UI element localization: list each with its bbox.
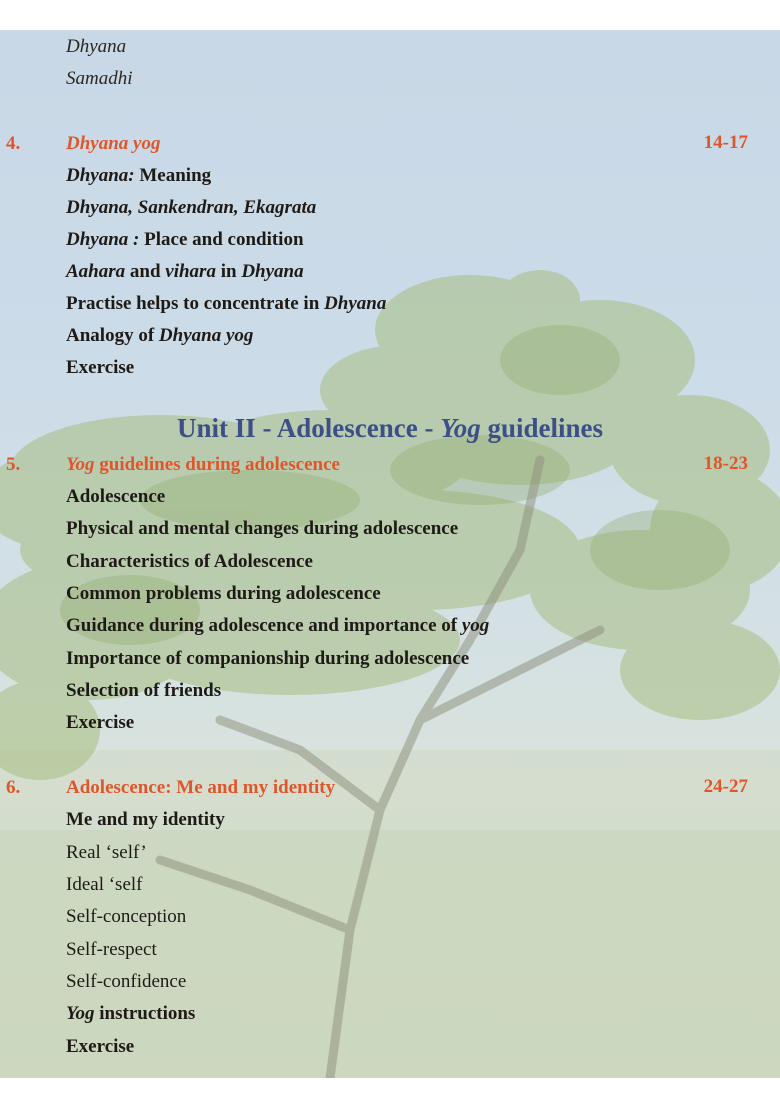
chapter-title: Dhyana yog: [66, 133, 161, 154]
toc-item: Samadhi: [66, 68, 133, 89]
toc-item: Self-confidence: [66, 971, 187, 992]
toc-item: Common problems during adolescence: [66, 583, 381, 604]
toc-item: Real ‘self’: [66, 842, 147, 863]
chapter-number: 5.: [6, 454, 21, 475]
book-page: [0, 30, 780, 1078]
chapter-title: Yog guidelines during adolescence: [66, 454, 340, 475]
toc-item: Me and my identity: [66, 809, 225, 830]
chapter-pages: 18-23: [703, 453, 748, 474]
toc-item: Importance of companionship during adolescence: [66, 648, 470, 669]
chapter-title: Adolescence: Me and my identity: [66, 777, 336, 798]
chapter-number: 6.: [6, 777, 21, 798]
toc-item: Physical and mental changes during adolescence: [66, 518, 459, 539]
toc-item: Characteristics of Adolescence: [66, 551, 313, 572]
toc-item: Guidance during adolescence and importance of yog: [66, 615, 490, 636]
chapter-pages: 24-27: [703, 776, 748, 797]
toc-item: Analogy of Dhyana yog: [66, 325, 254, 346]
chapter-number: 4.: [6, 133, 21, 154]
toc-item: Aahara and vihara in Dhyana: [66, 261, 304, 282]
toc-item: Exercise: [66, 1036, 135, 1057]
toc-item: Ideal ‘self: [66, 874, 143, 895]
toc-item: Self-respect: [66, 939, 157, 960]
toc-item: Yog instructions: [66, 1003, 196, 1024]
unit-heading: Unit II - Adolescence - Yog guidelines: [176, 413, 603, 443]
toc-item: Exercise: [66, 357, 135, 378]
toc-item: Practise helps to concentrate in Dhyana: [66, 293, 387, 314]
toc-item: Selection of friends: [66, 680, 222, 701]
toc-item: Dhyana: [66, 36, 127, 57]
toc-item: Self-conception: [66, 906, 187, 927]
toc-item: Dhyana, Sankendran, Ekagrata: [66, 197, 317, 218]
toc-item: Exercise: [66, 712, 135, 733]
chapter-pages: 14-17: [703, 132, 748, 153]
toc-item: Dhyana : Place and condition: [66, 229, 304, 250]
toc-item: Dhyana: Meaning: [66, 165, 212, 186]
toc-item: Adolescence: [66, 486, 166, 507]
